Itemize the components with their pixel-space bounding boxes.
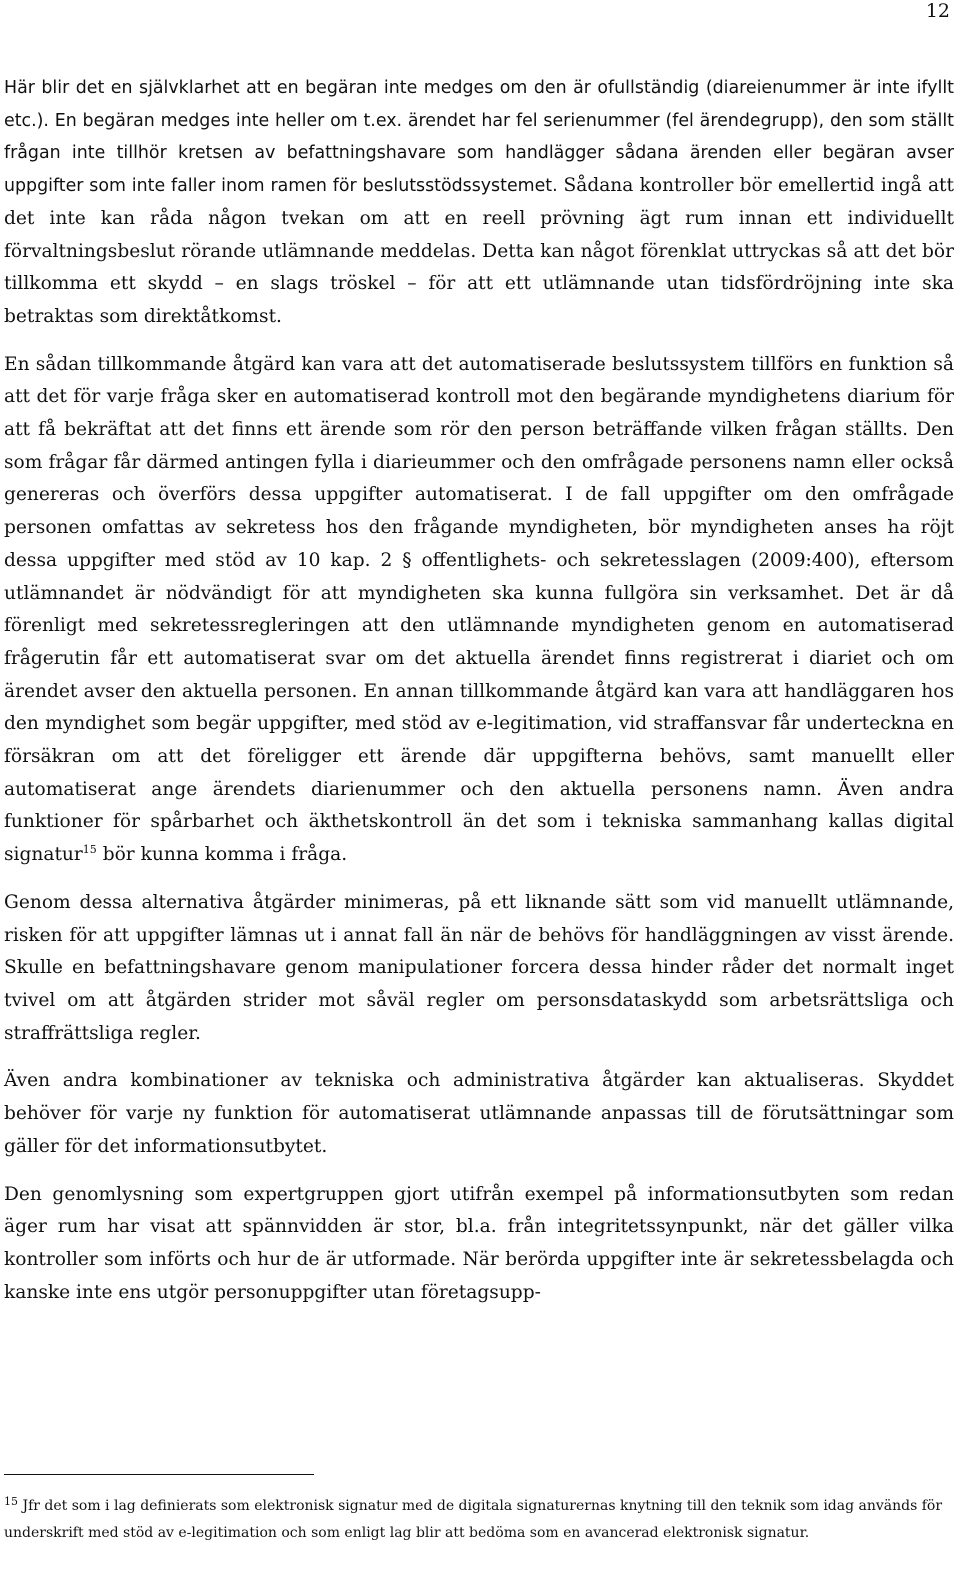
paragraph-1-sans-text: Här blir det en självklarhet att en begäran inte medges om den är ofullständig (diareienummer är inte ifyllt etc.). En begäran medges inte heller om t.ex. ärendet har fel serienummer (fel ärendegrupp), den som ställt frågan inte tillhör kretsen av befattningshavare som handlägger sådana ärenden eller begäran avser uppgifter som inte faller inom ramen för beslutsstödssystemet. bbox=[4, 78, 954, 197]
paragraph-2-text: En sådan tillkommande åtgärd kan vara att det automatiserade beslutssystem tillförs en funktion så att det för varje fråga sker en automatiserad kontroll mot den begärande myndighetens diarium för att få bekräftat att det finns ett ärende som rör den person beträffande vilken frågan ställts. Den som frågar får därmed antingen fylla i diarieummer och den omfrågade personens namn eller också genereras och överförs dessa uppgifter automatiserat. I de fall uppgifter om den omfrågade personen omfattas av sekretess hos den frågande myndigheten, bör myndigheten anses ha röjt dessa uppgifter med stöd av 10 kap. 2 § offentlighets- och sekretesslagen (2009:400), eftersom utlämnandet är nödvändigt för att myndigheten ska kunna fullgöra sin verksamhet. Det är då förenligt med sekretessregleringen att den utlämnande myndigheten genom en automatiserad frågerutin får ett automatiserat svar om det aktuella ärendet finns registrerat i diariet och om ärendet avser den aktuella personen. En annan tillkommande åtgärd kan vara att handläggaren hos den myndighet som begär uppgifter, med stöd av e-legitimation, vid straffansvar får underteckna en försäkran om att det föreligger ett ärende där uppgifterna behövs, samt manuellt eller automatiserat ange ärendets diarienummer och den aktuella personens namn. Även andra funktioner för spårbarhet och äkthetskontroll än det som i tekniska sammanhang kallas digital signatur bbox=[4, 353, 954, 866]
page-number: 12 bbox=[925, 0, 950, 22]
paragraph-3: Genom dessa alternativa åtgärder minimeras, på ett liknande sätt som vid manuellt utlämnande, risken för att uppgifter lämnas ut i annat fall än när de behövs för handläggningen av visst ärende. Skulle en befattningshavare genom manipulationer forcera dessa hinder råder det normalt inget tvivel om att åtgärden strider mot såväl regler om personsdataskydd som arbetsrättsliga och straffrättsliga regler. bbox=[4, 891, 954, 1044]
paragraph-5: Den genomlysning som expertgruppen gjort utifrån exempel på informationsutbyten som redan äger rum har visat att spännvidden är stor, bl.a. från integritetssynpunkt, när det gäller vilka kontroller som införts och hur de är utformade. När berörda uppgifter inte är sekretessbelagda och kanske inte ens utgör personuppgifter utan företagsupp- bbox=[4, 1183, 954, 1303]
footnote-divider bbox=[4, 1474, 314, 1475]
paragraph-4: Även andra kombinationer av tekniska och administrativa åtgärder kan aktualiseras. Skyddet behöver för varje ny funktion för automatiserat utlämnande anpassas till de förutsättningar som gäller för det informationsutbytet. bbox=[4, 1070, 954, 1157]
footnote-text: Jfr det som i lag definierats som elektronisk signatur med de digitala signaturernas knytning till den teknik som idag används för underskrift med stöd av e-legitimation och som enligt lag blir att bedöma som en avancerad elektronisk signatur. bbox=[4, 1498, 943, 1541]
paragraph-1-serif-text: Sådana kontroller bör emellertid ingå att det inte kan råda någon tvekan om att en reell prövning ägt rum innan ett individuellt förvaltningsbeslut rörande utlämnande meddelas. Detta kan något förenklat uttryckas så att det bör tillkomma ett skydd – en slags tröskel – för att ett utlämnande utan tidsfördröjning inte ska betraktas som direktåtkomst. bbox=[4, 175, 955, 327]
page-body bbox=[4, 72, 954, 1324]
footnote bbox=[4, 1493, 954, 1547]
paragraph-1 bbox=[4, 72, 954, 334]
paragraph-2 bbox=[4, 349, 954, 872]
footnote-number: 15 bbox=[4, 1495, 18, 1508]
paragraph-2-tail: bör kunna komma i fråga. bbox=[96, 844, 348, 866]
footnote-reference[interactable]: 15 bbox=[82, 843, 97, 857]
